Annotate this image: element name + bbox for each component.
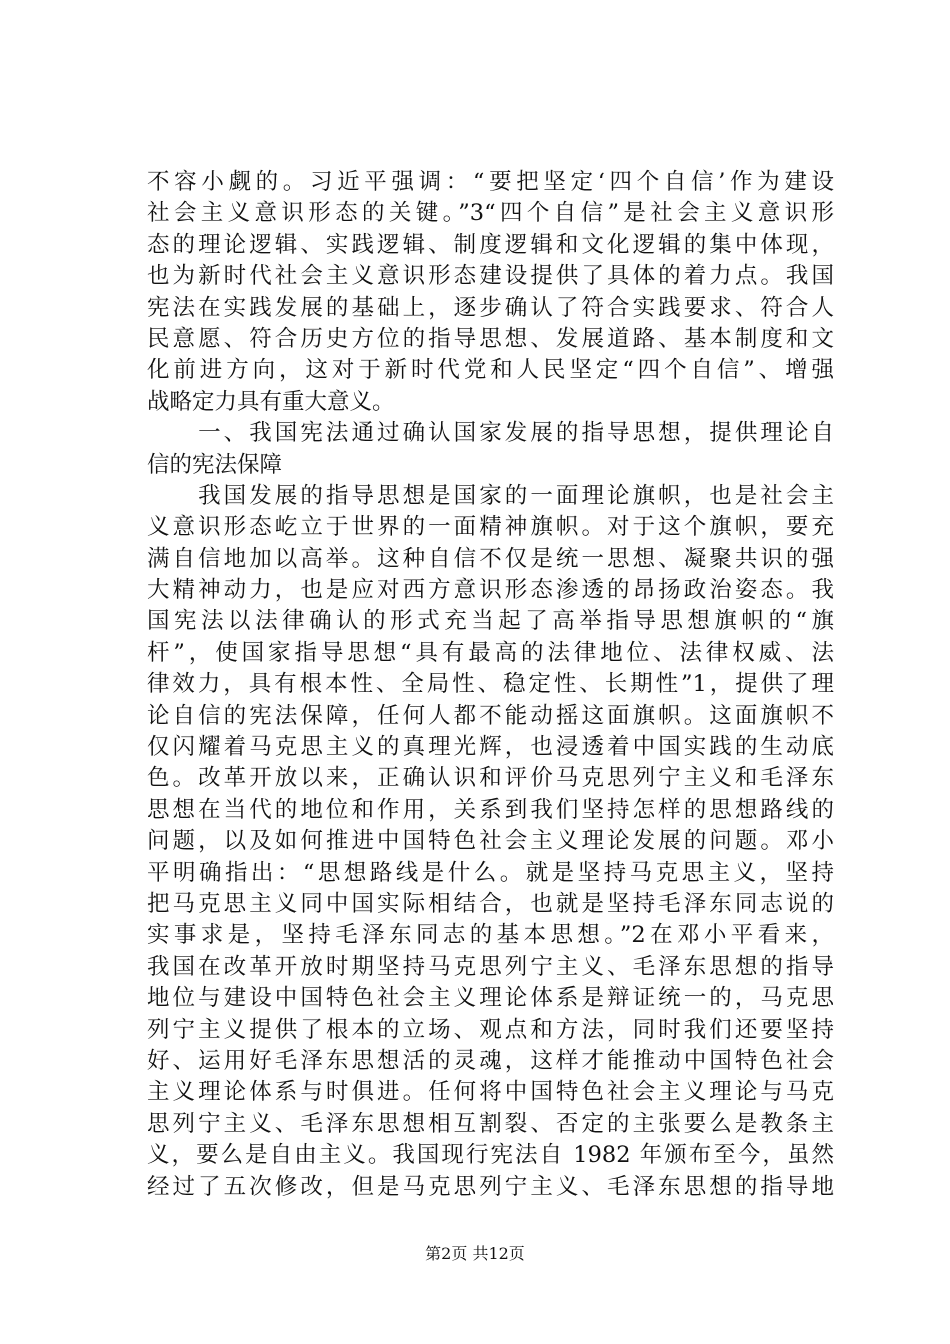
page-footer: 第2页 共12页 [425,1244,525,1263]
text-line: 不容小觑的。习近平强调：“要把坚定‘四个自信’作为建设 [147,169,834,195]
text-line: 满自信地加以高举。这种自信不仅是统一思想、凝聚共识的强 [147,545,834,572]
text-line: 大精神动力，也是应对西方意识形态渗透的昂扬政治姿态。我 [147,577,834,604]
document-body [147,167,834,1203]
text-line: 思想在当代的地位和作用，关系到我们坚持怎样的思想路线的 [147,796,834,823]
text-line: 社会主义意识形态的关键。”3“四个自信”是社会主义意识形 [147,200,834,227]
text-line: 色。改革开放以来，正确认识和评价马克思列宁主义和毛泽东 [147,765,834,792]
paragraph [147,167,834,418]
text-line: 我国在改革开放时期坚持马克思列宁主义、毛泽东思想的指导 [147,953,834,980]
text-line: 义意识形态屹立于世界的一面精神旗帜。对于这个旗帜，要充 [147,514,834,541]
text-line: 化前进方向，这对于新时代党和人民坚定“四个自信”、增强 [147,357,834,384]
text-line: 民意愿、符合历史方位的指导思想、发展道路、基本制度和文 [147,325,834,352]
text-line: 义，要么是自由主义。我国现行宪法自 1982 年颁布至今，虽然 [147,1142,834,1169]
text-line: 地位与建设中国特色社会主义理论体系是辩证统一的，马克思 [147,985,834,1012]
text-line: 问题，以及如何推进中国特色社会主义理论发展的问题。邓小 [147,828,834,855]
paragraph [147,481,834,1203]
text-line: 主义理论体系与时俱进。任何将中国特色社会主义理论与马克 [147,1079,834,1106]
text-line: 也为新时代社会主义意识形态建设提供了具体的着力点。我国 [147,263,834,290]
text-line: 把马克思主义同中国实际相结合，也就是坚持毛泽东同志说的 [147,890,834,917]
text-line: 国宪法以法律确认的形式充当起了高举指导思想旗帜的“旗 [147,608,834,635]
text-line: 经过了五次修改，但是马克思列宁主义、毛泽东思想的指导地 [147,1173,834,1200]
text-line: 信的宪法保障 [147,451,283,478]
text-line: 态的理论逻辑、实践逻辑、制度逻辑和文化逻辑的集中体现， [147,231,834,258]
section-heading [147,418,834,481]
text-line: 战略定力具有重大意义。 [147,388,395,415]
text-line: 论自信的宪法保障，任何人都不能动摇这面旗帜。这面旗帜不 [147,702,834,729]
text-line: 仅闪耀着马克思主义的真理光辉，也浸透着中国实践的生动底 [147,734,834,761]
text-line: 好、运用好毛泽东思想活的灵魂，这样才能推动中国特色社会 [147,1047,834,1074]
text-line: 宪法在实践发展的基础上，逐步确认了符合实践要求、符合人 [147,294,834,321]
text-line: 一、我国宪法通过确认国家发展的指导思想，提供理论自 [147,420,834,447]
text-line: 我国发展的指导思想是国家的一面理论旗帜，也是社会主 [147,482,834,509]
text-line: 律效力，具有根本性、全局性、稳定性、长期性”1，提供了理 [147,671,834,698]
text-line: 平明确指出：“思想路线是什么。就是坚持马克思主义，坚持 [147,859,834,886]
text-line: 杆”，使国家指导思想“具有最高的法律地位、法律权威、法 [147,639,834,666]
text-line: 列宁主义提供了根本的立场、观点和方法，同时我们还要坚持 [147,1016,834,1043]
text-line: 思列宁主义、毛泽东思想相互割裂、否定的主张要么是教条主 [147,1110,834,1137]
text-line: 实事求是，坚持毛泽东同志的基本思想。”2在邓小平看来， [147,922,834,949]
